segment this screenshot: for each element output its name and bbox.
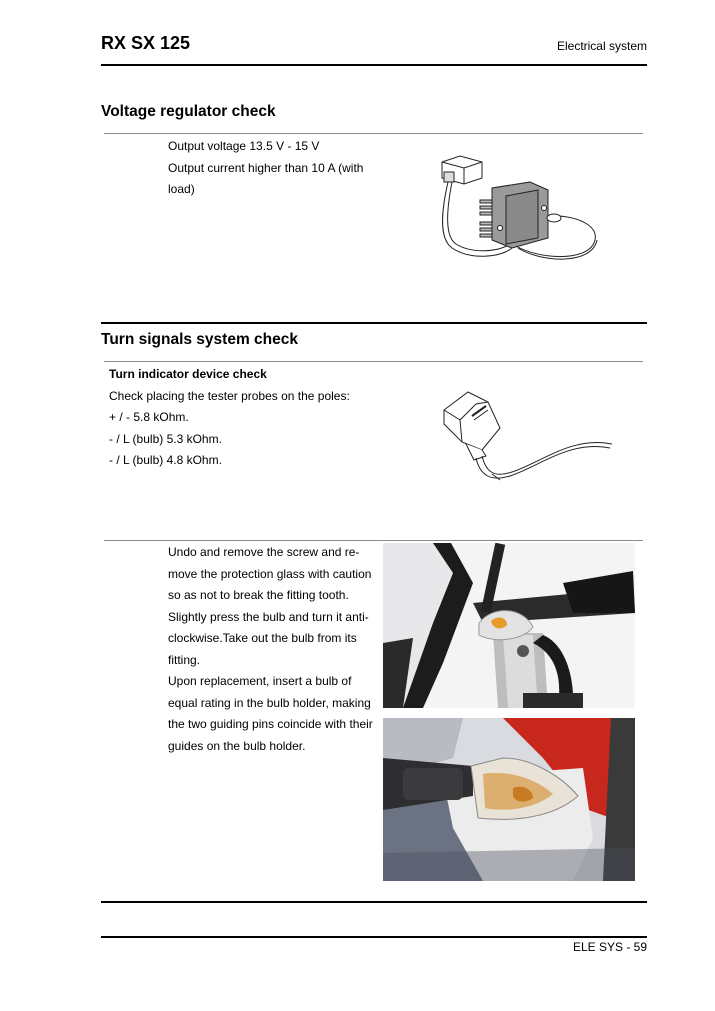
text-line: + / - 5.8 kOhm. <box>109 410 189 424</box>
text-line: Output current higher than 10 A (with <box>168 160 364 175</box>
text-line: Check placing the tester probes on the poles: <box>109 388 350 403</box>
section-name: Electrical system <box>556 39 647 53</box>
text-line: Undo and remove the screw and re- <box>168 545 360 559</box>
document-title: RX SX 125 <box>101 33 191 53</box>
text-line: fitting. <box>168 652 201 667</box>
turn-signals-top-divider <box>101 322 647 324</box>
voltage-regulator-divider <box>104 133 643 134</box>
turn-signal-front-photo <box>383 543 635 708</box>
regulator-body <box>480 182 548 248</box>
text-line: load) <box>168 182 195 196</box>
turn-signals-text <box>109 364 350 472</box>
text-line: Output voltage 13.5 V - 15 V <box>168 139 320 153</box>
voltage-regulator-heading: Voltage regulator check <box>101 103 276 120</box>
text-line: equal rating in the bulb holder, making <box>168 695 371 710</box>
turn-signal-closeup-photo <box>383 718 635 881</box>
text-line: Slightly press the bulb and turn it anti- <box>168 609 369 624</box>
footer-divider <box>101 936 647 938</box>
text-line: the two guiding pins coincide with their <box>168 717 373 731</box>
turn-signals-heading: Turn signals system check <box>101 331 298 348</box>
connector-wires <box>476 442 612 480</box>
text-line: so as not to break the fitting tooth. <box>168 588 349 602</box>
turn-indicator-subheading: Turn indicator device check <box>109 367 267 381</box>
text-line: Upon replacement, insert a bulb of <box>168 674 352 688</box>
text-line: move the protection glass with caution <box>168 566 372 581</box>
text-line: guides on the bulb holder. <box>168 738 306 753</box>
header-divider <box>101 64 647 66</box>
bulb-replacement-text <box>168 542 373 757</box>
voltage-regulator-text <box>168 136 363 201</box>
bulb-replacement-divider <box>104 540 643 541</box>
connector-plug <box>442 156 482 184</box>
voltage-regulator-figure <box>420 148 610 273</box>
text-line: - / L (bulb) 4.8 kOhm. <box>109 453 222 467</box>
text-line: clockwise.Take out the bulb from its <box>168 631 357 645</box>
footer-top-divider <box>101 901 647 903</box>
turn-indicator-connector-figure <box>420 380 620 495</box>
text-line: - / L (bulb) 5.3 kOhm. <box>109 431 222 446</box>
page-number: ELE SYS - 59 <box>572 940 647 954</box>
connector-housing <box>444 392 500 460</box>
turn-signals-divider <box>104 361 643 362</box>
